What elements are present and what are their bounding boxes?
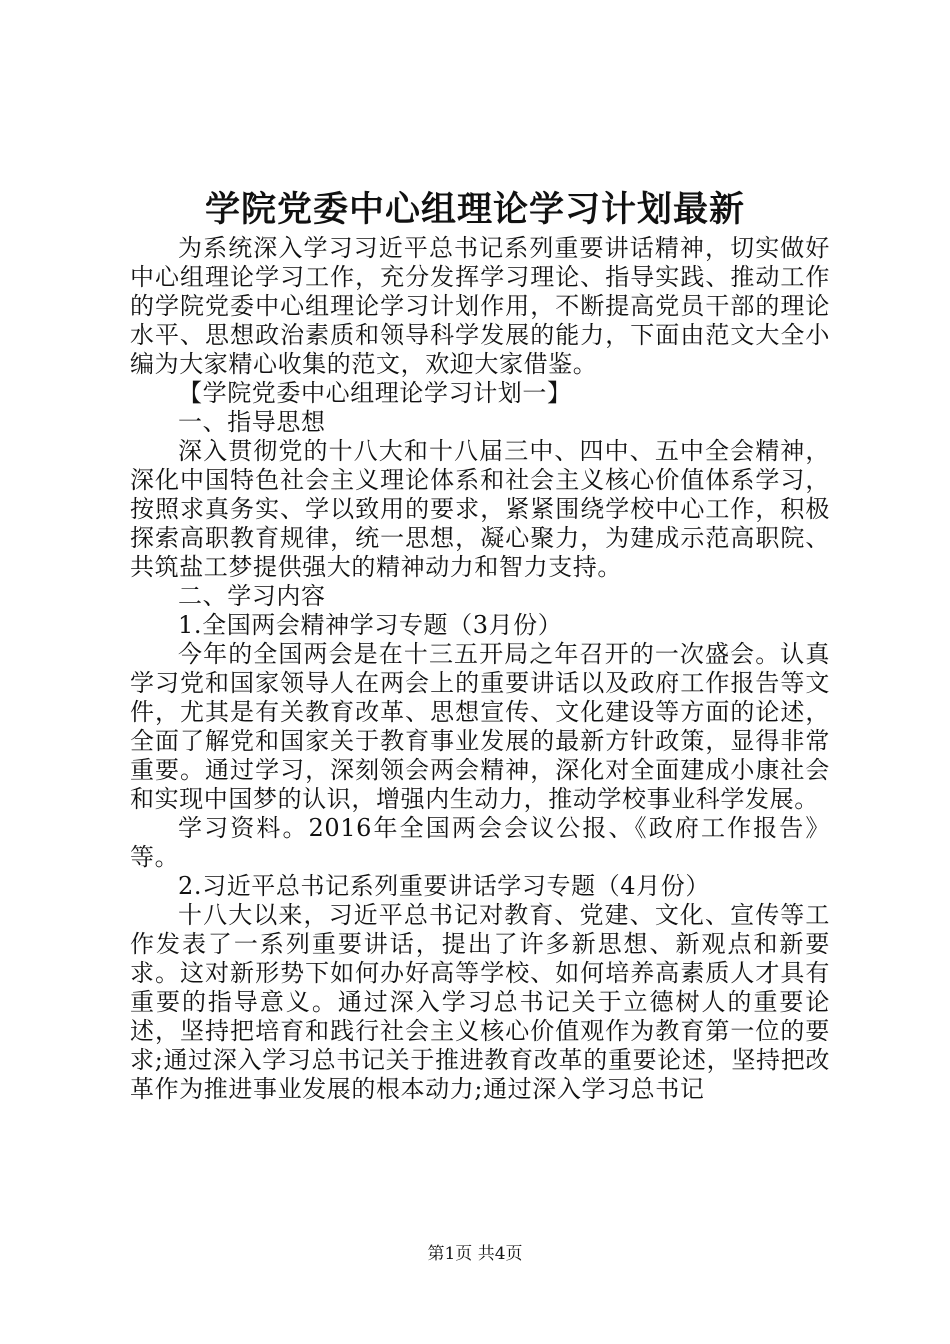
intro-paragraph: 为系统深入学习习近平总书记系列重要讲话精神，切实做好中心组理论学习工作，充分发挥学习理论、指导实践、推动工作的学院党委中心组理论学习计划作用，不断提高党员干部的理论水平、思想政治素质和领导科学发展的能力，下面由范文大全小编为大家精心收集的范文，欢迎大家借鉴。 [130,234,830,378]
topic-two-paragraph: 十八大以来，习近平总书记对教育、党建、文化、宣传等工作发表了一系列重要讲话，提出了许多新思想、新观点和新要求。这对新形势下如何办好高等学校、如何培养高素质人才具有重要的指导意义。通过深入学习总书记关于立德树人的重要论述，坚持把培育和践行社会主义核心价值观作为教育第一位的要求;通过深入学习总书记关于推进教育改革的重要论述，坚持把改革作为推进事业发展的根本动力;通过深入学习总书记 [130,901,830,1103]
guiding-thought-paragraph: 深入贯彻党的十八大和十八届三中、四中、五中全会精神，深化中国特色社会主义理论体系和社会主义核心价值体系学习，按照求真务实、学以致用的要求，紧紧围绕学校中心工作，积极探索高职教育规律，统一思想，凝心聚力，为建成示范高职院、共筑盐工梦提供强大的精神动力和智力支持。 [130,437,830,581]
section-heading-study-content: 二、学习内容 [178,582,326,610]
topic-one-paragraph: 今年的全国两会是在十三五开局之年召开的一次盛会。认真学习党和国家领导人在两会上的重要讲话以及政府工作报告等文件，尤其是有关教育改革、思想宣传、文化建设等方面的论述，全面了解党和国家关于教育事业发展的最新方针政策，显得非常重要。通过学习，深刻领会两会精神，深化对全面建成小康社会和实现中国梦的认识，增强内生动力，推动学校事业科学发展。 [130,640,830,813]
topic-two-heading: 2.习近平总书记系列重要讲话学习专题（4月份） [178,872,710,900]
document-title: 学院党委中心组理论学习计划最新 [204,189,745,230]
section-heading-guiding-thought: 一、指导思想 [178,408,326,436]
page-footer: 第1页 共4页 [427,1244,523,1264]
document-body [130,234,830,1104]
topic-one-materials: 学习资料。2016年全国两会会议公报、《政府工作报告》等。 [130,814,830,871]
topic-one-heading: 1.全国两会精神学习专题（3月份） [178,611,563,639]
plan-one-heading: 【学院党委中心组理论学习计划一】 [178,379,572,407]
